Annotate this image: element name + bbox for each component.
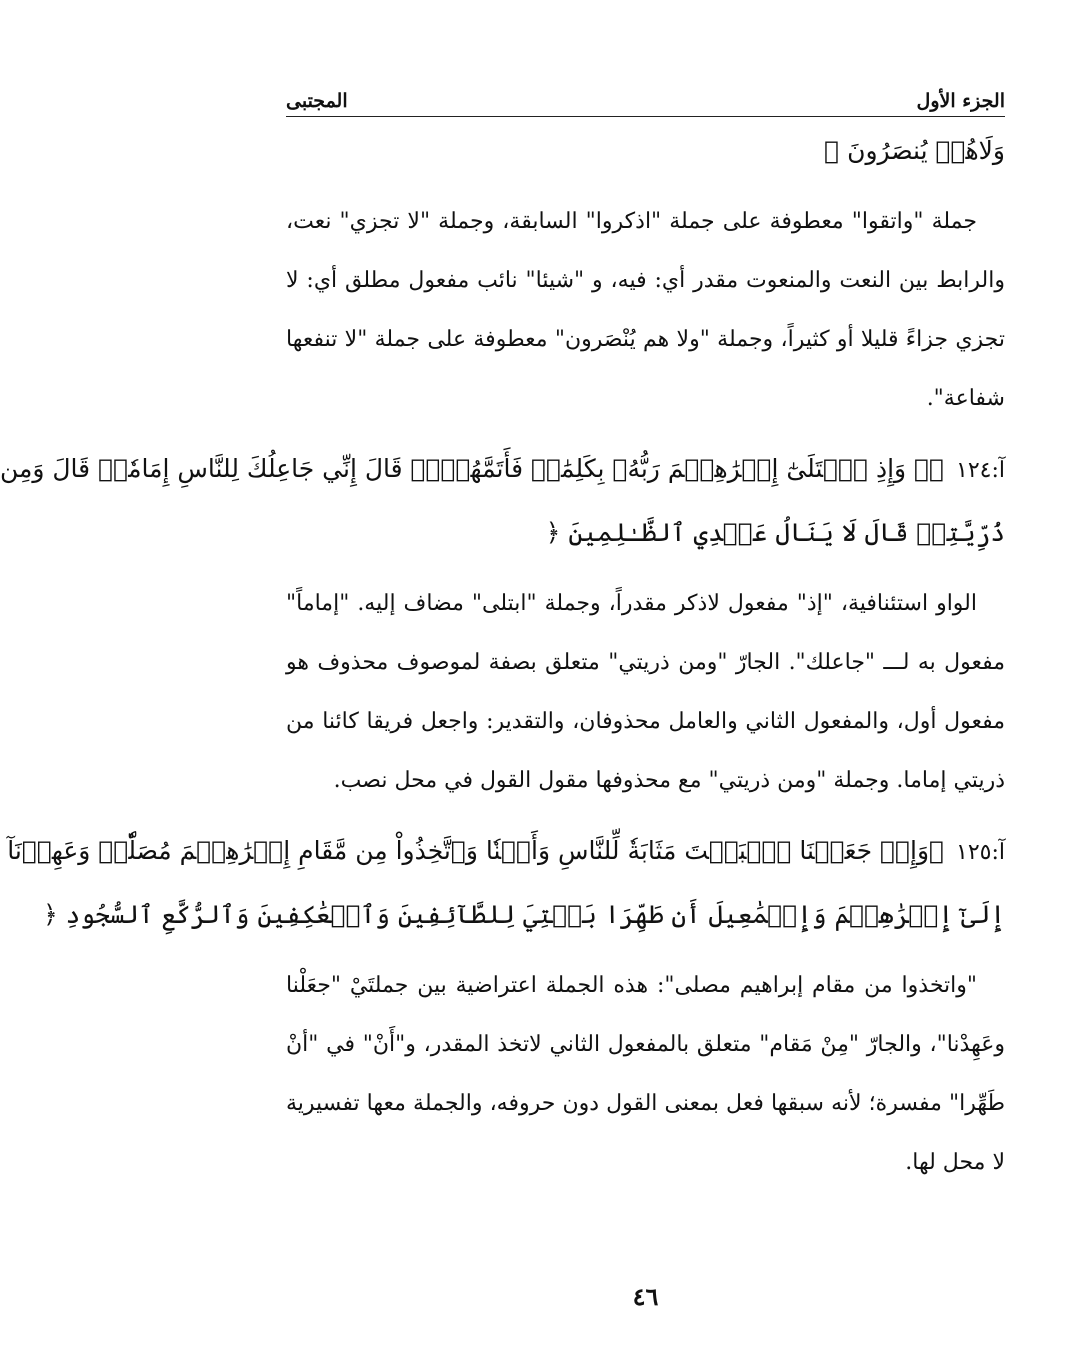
- verse-124-text-1: ﴿۞ وَإِذِ ٱبۡتَلَىٰٓ إِبۡرَٰهِـۧمَ رَبُّهُۥ بِكَلِمَٰتٖ فَأَتَمَّهُنَّۖ قَالَ إِنِّي جَاعِلُكَ لِلنَّاسِ إِمَامٗاۖ قَالَ وَمِن: [0, 454, 945, 483]
- verse-125: [7, 820, 1005, 946]
- opening-verse: وَلَاهُمۡ يُنصَرُونَ ﴿: [824, 136, 1005, 165]
- page-number: ٤٦: [632, 1282, 659, 1311]
- commentary-paragraph-1: جملة "واتقوا" معطوفة على جملة "اذكروا" السابقة، وجملة "لا تجزي" نعت، والرابط بين النعت والمنعوت مقدر أي: فيه، و "شيئا" نائب مفعول مطلق أي: لا تجزي جزاءً قليلا أو كثيراً، وجملة "ولا هم يُنْصَرون" معطوفة على جملة "لا تنفعها شفاعة".: [286, 209, 1005, 411]
- page-body: [0, 124, 1005, 1202]
- verse-124-number: آ:١٢٤: [956, 458, 1005, 483]
- verse-125-text-1: ﴿وَإِذۡ جَعَلۡنَا ٱلۡبَيۡتَ مَثَابَةٗ لِّلنَّاسِ وَأَمۡنٗا وَٱتَّخِذُواْ مِن مَّقَامِ إِبۡرَٰهِـۧمَ مُصَلّٗىۖ وَعَهِدۡنَآ: [7, 836, 945, 865]
- verse-124-line-2: ذُرِّيَّتِيۖ قَالَ لَا يَنَالُ عَهۡدِي ٱلظَّـٰلِمِينَ ﴿: [545, 518, 1005, 547]
- verse-125-line-1: [7, 820, 1005, 884]
- running-header: [286, 86, 1005, 112]
- verse-124: [0, 438, 1005, 564]
- header-book-title: المجتبى: [286, 90, 348, 112]
- verse-125-number: آ:١٢٥: [956, 840, 1005, 865]
- commentary-paragraph-3: "واتخذوا من مقام إبراهيم مصلى": هذه الجملة اعتراضية بين جملتَيْ "جعَلْنا وعَهِدْنا"، والجارّ "مِنْ مَقام" متعلق بالمفعول الثاني لاتخذ المقدر، و"أَنْ" في "أنْ طَهِّرا" مفسرة؛ لأنه سبقها فعل بمعنى القول دون حروفه، والجملة معها تفسيرية لا محل لها.: [286, 973, 1005, 1175]
- header-rule: [286, 116, 1005, 117]
- header-part-label: الجزء الأول: [916, 90, 1005, 112]
- commentary-paragraph-2: الواو استئنافية، "إذ" مفعول لاذكر مقدراً، وجملة "ابتلى" مضاف إليه. "إماماً" مفعول به لـــ "جاعلك". الجارّ "ومن ذريتي" متعلق بصفة لموصوف محذوف هو مفعول أول، والمفعول الثاني والعامل محذوفان، والتقدير: واجعل فريقا كائنا من ذريتي إماما. وجملة "ومن ذريتي" مع محذوفها مقول القول في محل نصب.: [286, 591, 1005, 793]
- verse-124-line-1: [0, 438, 1005, 502]
- verse-125-line-2: إِلَىٰٓ إِبۡرَٰهِـۧمَ وَإِسۡمَٰعِيلَ أَن طَهِّرَا بَيۡتِيَ لِلطَّآئِفِينَ وَٱلۡعَٰكِفِينَ وَٱلرُّكَّعِ ٱلسُّجُودِ ﴿: [43, 900, 1005, 929]
